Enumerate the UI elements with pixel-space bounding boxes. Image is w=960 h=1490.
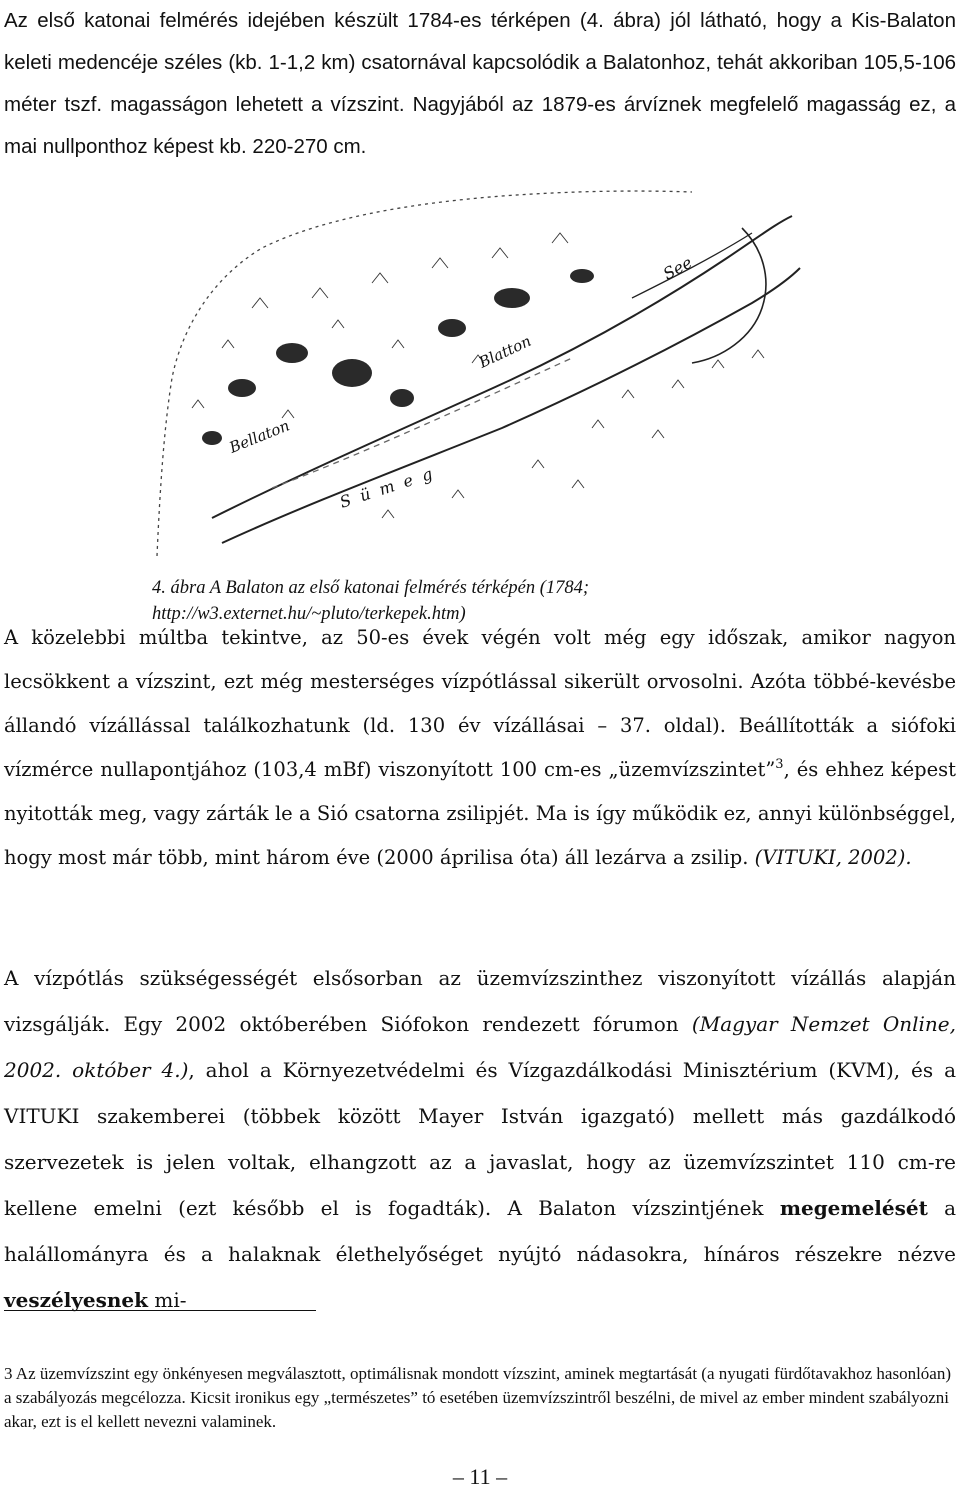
page-number: – 11 – bbox=[452, 1464, 508, 1489]
footnote-divider bbox=[4, 1310, 316, 1311]
bold-term-veszelyesnek: veszélyesnek bbox=[4, 1288, 149, 1312]
intro-paragraph: Az első katonai felmérés idejében készült 1784-es térképen (4. ábra) jól látható, hogy a Kis-Balaton keleti medencéje széles (kb. 1-1,2 km) csatornával kapcsolódik a Balatonhoz, tehát akkoriban 105,5-106 méter tszf. magasságon lehetett a vízszint. Nagyjából az 1879-es árvíznek megfelelő magasság ez, a mai nullponthoz képest kb. 220-270 cm. bbox=[4, 9, 956, 158]
bold-term-megemelese: megemelését bbox=[779, 1196, 928, 1220]
historical-map-image bbox=[152, 188, 804, 556]
footnote-reference[interactable]: 3 bbox=[775, 757, 784, 772]
figure-caption: 4. ábra A Balaton az első katonai felmérés térképén (1784; http://w3.externet.hu/~pluto/terkepek.htm) bbox=[152, 578, 590, 624]
map-label-blatton: Blatton bbox=[476, 331, 535, 372]
map-label-sumeg: Sümeg bbox=[337, 460, 445, 512]
citation-magyar-nemzet: (Magyar Nemzet Online, 2002. október 4.) bbox=[4, 1012, 956, 1082]
paragraph-3: A vízpótlás szükségességét elsősorban az üzemvízszinthez viszonyított vízállás alapján vizsgálják. Egy 2002 októberében Siófokon rendezett fórumon (Magyar Nemzet Online, 2002. október 4.), ahol a Környezetvédelmi és Vízgazdálkodási Minisztérium (KVM), és a VITUKI szakemberei (többek között Mayer István igazgató) mellett más gazdálkodó szervezetek is jelen voltak, elhangzott az a javaslat, hogy az üzemvízszintet 110 cm-re kellene emelni (ezt később el is fogadták). A Balaton vízszintjének megemelését a halállományra és a halaknak élethelyőséget nyújtó nádasokra, hínáros részekre nézve veszélyesnek mi- bbox=[4, 966, 957, 1312]
map-label-bellaton: Bellaton bbox=[226, 416, 293, 457]
map-label-see: See bbox=[659, 252, 696, 284]
footnote-3: 3 Az üzemvízszint egy önkényesen megválasztott, optimálisnak mondott vízszint, aminek megtartását (a nyugati fürdőtavakhoz hasonlóan) a szabályozás megcélozza. Kicsit ironikus egy „természetes” tó esetében üzemvízszintről beszélni, de mivel az ember mindent szabályozni akar, ezt is el kellett nevezni valaminek. bbox=[4, 1364, 952, 1431]
citation-vituki: (VITUKI, 2002). bbox=[754, 846, 912, 869]
paragraph-2: A közelebbi múltba tekintve, az 50-es évek végén volt még egy időszak, amikor nagyon lecsökkent a vízszint, ezt még mesterséges vízpótlással sikerült orvosolni. Azóta többé-kevésbe állandó vízállással találkozhatunk (ld. 130 év vízállásai – 37. oldal). Beállították a siófoki vízmérce nullapontjához (103,4 mBf) viszonyított 100 cm-es „üzemvízszintet”$^3$, és ehhez képest nyitották meg, vagy zárták le a Sió csatorna zsilipjét. Ma is így működik ez, annyi különbséggel, hogy most már több, mint három éve (2000 áprilisa óta) áll lezárva a zsilip. (VITUKI, 2002). bbox=[4, 626, 956, 869]
